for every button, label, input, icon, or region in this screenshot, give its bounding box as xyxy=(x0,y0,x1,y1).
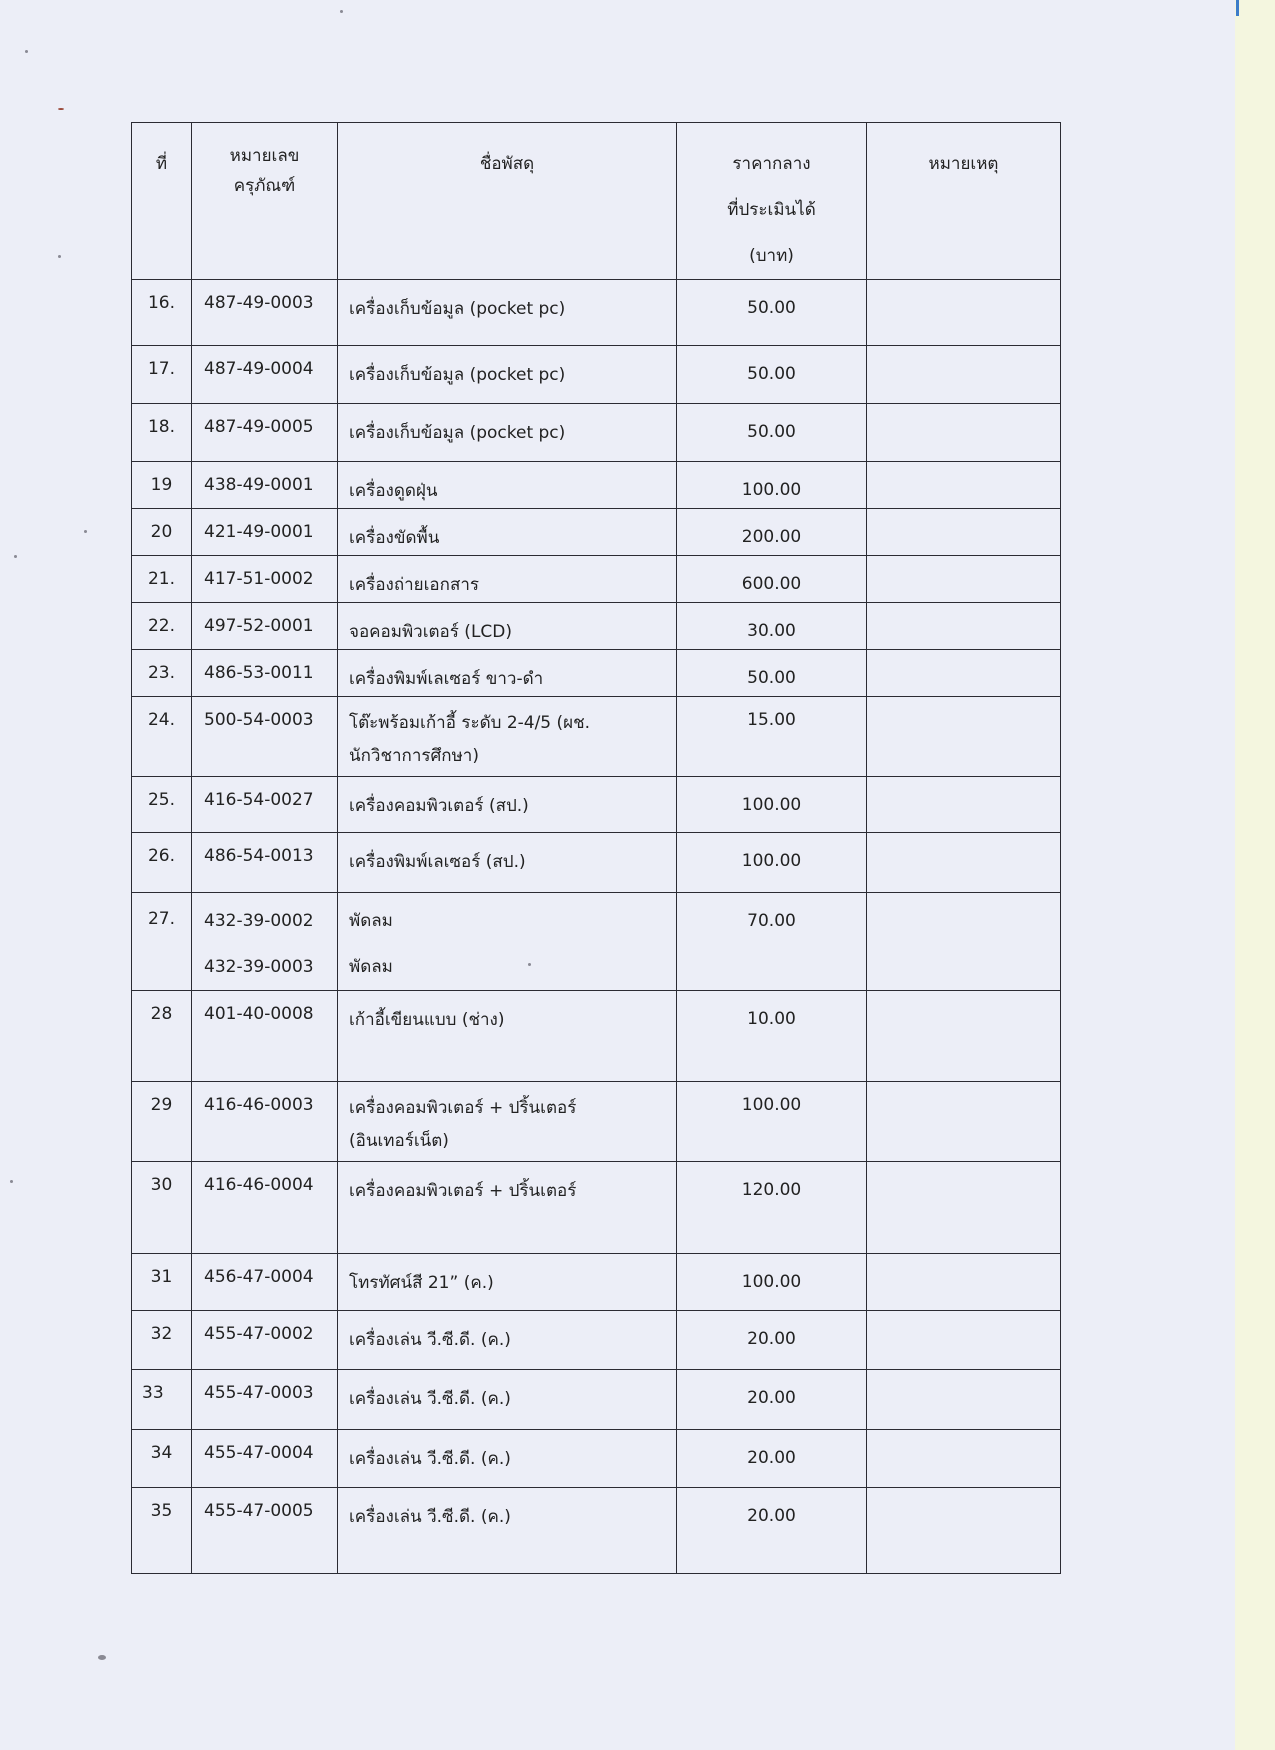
row-number: 30 xyxy=(132,1162,192,1254)
header-asset-code: หมายเลข ครุภัณฑ์ xyxy=(192,123,338,280)
row-number: 29 xyxy=(132,1082,192,1162)
appraised-price: 100.00 xyxy=(677,1082,867,1162)
asset-code: 417-51-0002 xyxy=(192,556,338,603)
header-appraised-price: ราคากลาง ที่ประเมินได้ (บาท) xyxy=(677,123,867,280)
scan-speck xyxy=(10,1180,13,1183)
asset-code: 455-47-0004 xyxy=(192,1430,338,1488)
appraised-price: 100.00 xyxy=(677,1254,867,1311)
page-edge-mark xyxy=(1236,0,1239,16)
item-name: จอคอมพิวเตอร์ (LCD) xyxy=(338,603,677,650)
table-row xyxy=(132,1488,1061,1574)
remark-cell xyxy=(867,1488,1061,1574)
row-number: 19 xyxy=(132,462,192,509)
asset-code: 500-54-0003 xyxy=(192,697,338,777)
item-name: เครื่องเก็บข้อมูล (pocket pc) xyxy=(338,280,677,346)
table-row xyxy=(132,833,1061,893)
page-edge-strip xyxy=(1235,0,1275,1750)
remark-cell xyxy=(867,1430,1061,1488)
appraised-price: 15.00 xyxy=(677,697,867,777)
item-name: เก้าอี้เขียนแบบ (ช่าง) xyxy=(338,991,677,1082)
item-name: เครื่องเก็บข้อมูล (pocket pc) xyxy=(338,404,677,462)
remark-cell xyxy=(867,833,1061,893)
asset-code: 438-49-0001 xyxy=(192,462,338,509)
table-row xyxy=(132,1082,1061,1162)
appraised-price: 50.00 xyxy=(677,280,867,346)
item-name: โต๊ะพร้อมเก้าอี้ ระดับ 2-4/5 (ผช. นักวิชาการศึกษา) xyxy=(338,697,677,777)
appraised-price: 120.00 xyxy=(677,1162,867,1254)
table-row xyxy=(132,280,1061,346)
scan-speck xyxy=(14,555,17,558)
table-row xyxy=(132,893,1061,991)
scan-speck xyxy=(84,530,87,533)
row-number: 31 xyxy=(132,1254,192,1311)
row-number: 20 xyxy=(132,509,192,556)
table-row xyxy=(132,650,1061,697)
table-row xyxy=(132,1311,1061,1370)
remark-cell xyxy=(867,1370,1061,1430)
asset-code: 487-49-0003 xyxy=(192,280,338,346)
asset-code: 421-49-0001 xyxy=(192,509,338,556)
row-number: 22. xyxy=(132,603,192,650)
table-row xyxy=(132,556,1061,603)
asset-code: 401-40-0008 xyxy=(192,991,338,1082)
appraised-price: 10.00 xyxy=(677,991,867,1082)
row-number: 16. xyxy=(132,280,192,346)
asset-code: 432-39-0002 432-39-0003 xyxy=(192,893,338,991)
asset-code: 456-47-0004 xyxy=(192,1254,338,1311)
item-name: เครื่องเล่น วี.ซี.ดี. (ค.) xyxy=(338,1370,677,1430)
appraised-price: 100.00 xyxy=(677,462,867,509)
remark-cell xyxy=(867,346,1061,404)
appraised-price: 20.00 xyxy=(677,1488,867,1574)
appraised-price: 50.00 xyxy=(677,404,867,462)
remark-cell xyxy=(867,404,1061,462)
item-name: เครื่องพิมพ์เลเซอร์ (สป.) xyxy=(338,833,677,893)
row-number: 34 xyxy=(132,1430,192,1488)
asset-code: 487-49-0005 xyxy=(192,404,338,462)
item-name: เครื่องขัดพื้น xyxy=(338,509,677,556)
table-header-row xyxy=(132,123,1061,280)
table-row xyxy=(132,603,1061,650)
asset-code: 487-49-0004 xyxy=(192,346,338,404)
remark-cell xyxy=(867,509,1061,556)
remark-cell xyxy=(867,777,1061,833)
appraised-price: 200.00 xyxy=(677,509,867,556)
row-number: 23. xyxy=(132,650,192,697)
table-row xyxy=(132,697,1061,777)
table-row xyxy=(132,1370,1061,1430)
row-number: 17. xyxy=(132,346,192,404)
item-name: เครื่องคอมพิวเตอร์ + ปริ้นเตอร์ (อินเทอร์เน็ต) xyxy=(338,1082,677,1162)
appraised-price: 20.00 xyxy=(677,1370,867,1430)
appraised-price: 50.00 xyxy=(677,346,867,404)
remark-cell xyxy=(867,650,1061,697)
remark-cell xyxy=(867,556,1061,603)
item-name: เครื่องถ่ายเอกสาร xyxy=(338,556,677,603)
appraised-price: 20.00 xyxy=(677,1311,867,1370)
table-row xyxy=(132,509,1061,556)
table-row xyxy=(132,991,1061,1082)
header-item-name: ชื่อพัสดุ xyxy=(338,123,677,280)
row-number: 35 xyxy=(132,1488,192,1574)
remark-cell xyxy=(867,1082,1061,1162)
row-number: 28 xyxy=(132,991,192,1082)
item-name: เครื่องคอมพิวเตอร์ + ปริ้นเตอร์ xyxy=(338,1162,677,1254)
remark-cell xyxy=(867,1254,1061,1311)
header-remark: หมายเหตุ xyxy=(867,123,1061,280)
scan-speck xyxy=(25,50,28,53)
appraised-price: 70.00 xyxy=(677,893,867,991)
asset-code: 455-47-0003 xyxy=(192,1370,338,1430)
row-number: 24. xyxy=(132,697,192,777)
appraised-price: 20.00 xyxy=(677,1430,867,1488)
scan-speck xyxy=(58,108,64,110)
appraised-price: 30.00 xyxy=(677,603,867,650)
item-name: พัดลม พัดลม xyxy=(338,893,677,991)
item-name: เครื่องพิมพ์เลเซอร์ ขาว-ดำ xyxy=(338,650,677,697)
table-row xyxy=(132,1430,1061,1488)
scan-speck xyxy=(58,255,61,258)
asset-code: 455-47-0005 xyxy=(192,1488,338,1574)
table-row xyxy=(132,777,1061,833)
item-name: เครื่องคอมพิวเตอร์ (สป.) xyxy=(338,777,677,833)
remark-cell xyxy=(867,991,1061,1082)
appraised-price: 50.00 xyxy=(677,650,867,697)
asset-code: 486-54-0013 xyxy=(192,833,338,893)
scan-speck xyxy=(98,1655,106,1660)
table-row xyxy=(132,1254,1061,1311)
remark-cell xyxy=(867,697,1061,777)
asset-code: 416-46-0004 xyxy=(192,1162,338,1254)
asset-code: 497-52-0001 xyxy=(192,603,338,650)
item-name: เครื่องเล่น วี.ซี.ดี. (ค.) xyxy=(338,1488,677,1574)
table-row xyxy=(132,346,1061,404)
remark-cell xyxy=(867,1162,1061,1254)
asset-price-table xyxy=(131,122,1061,1574)
table-row xyxy=(132,404,1061,462)
remark-cell xyxy=(867,280,1061,346)
item-name: โทรทัศน์สี 21” (ค.) xyxy=(338,1254,677,1311)
row-number: 25. xyxy=(132,777,192,833)
asset-code: 416-46-0003 xyxy=(192,1082,338,1162)
asset-code: 486-53-0011 xyxy=(192,650,338,697)
table-row xyxy=(132,1162,1061,1254)
remark-cell xyxy=(867,462,1061,509)
appraised-price: 100.00 xyxy=(677,777,867,833)
appraised-price: 600.00 xyxy=(677,556,867,603)
table-row xyxy=(132,462,1061,509)
header-no: ที่ xyxy=(132,123,192,280)
row-number: 18. xyxy=(132,404,192,462)
item-name: เครื่องเก็บข้อมูล (pocket pc) xyxy=(338,346,677,404)
scan-speck xyxy=(340,10,343,13)
row-number: 26. xyxy=(132,833,192,893)
row-number: 33 xyxy=(132,1370,192,1430)
remark-cell xyxy=(867,893,1061,991)
row-number: 21. xyxy=(132,556,192,603)
item-name: เครื่องเล่น วี.ซี.ดี. (ค.) xyxy=(338,1430,677,1488)
row-number: 27. xyxy=(132,893,192,991)
asset-code: 416-54-0027 xyxy=(192,777,338,833)
remark-cell xyxy=(867,603,1061,650)
item-name: เครื่องเล่น วี.ซี.ดี. (ค.) xyxy=(338,1311,677,1370)
remark-cell xyxy=(867,1311,1061,1370)
item-name: เครื่องดูดฝุ่น xyxy=(338,462,677,509)
row-number: 32 xyxy=(132,1311,192,1370)
appraised-price: 100.00 xyxy=(677,833,867,893)
asset-code: 455-47-0002 xyxy=(192,1311,338,1370)
